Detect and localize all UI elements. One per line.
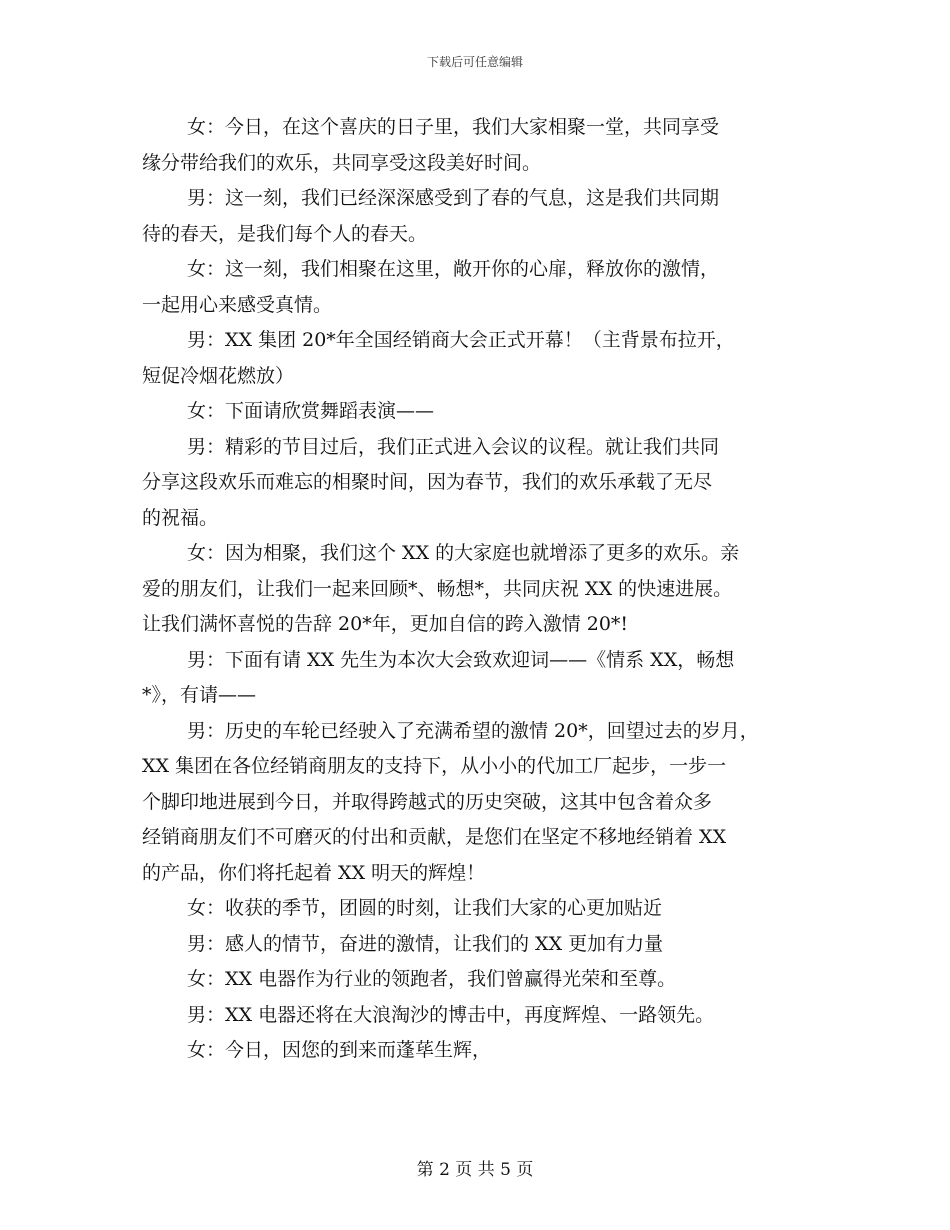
text-line: 让我们满怀喜悦的告辞 20*年，更加自信的跨入激情 20*! <box>142 613 629 635</box>
text-line: 个脚印地进展到今日，并取得跨越式的历史突破，这其中包含着众多 <box>142 790 713 813</box>
text-line: 爱的朋友们，让我们一起来回顾*、畅想*，共同庆祝 XX 的快速进展。 <box>142 577 733 600</box>
text-line: 的产品，你们将托起着 XX 明天的辉煌！ <box>142 861 486 884</box>
text-line: 女：XX 电器作为行业的领跑者，我们曾赢得光荣和至尊。 <box>187 968 677 990</box>
text-line: 经销商朋友们不可磨灭的付出和贡献，是您们在坚定不移地经销着 XX <box>142 826 727 848</box>
text-line: 分享这段欢乐而难忘的相聚时间，因为春节，我们的欢乐承载了无尽 <box>142 471 713 493</box>
text-line: 的祝福。 <box>142 506 219 529</box>
text-line: 男：感人的情节，奋进的激情，让我们的 XX 更加有力量 <box>187 932 664 955</box>
text-line: 女：今日，因您的到来而蓬荜生辉， <box>187 1039 492 1061</box>
text-line: 女：因为相聚，我们这个 XX 的大家庭也就增添了更多的欢乐。亲 <box>187 542 740 564</box>
text-line: 男：这一刻，我们已经深深感受到了春的气息，这是我们共同期 <box>187 187 720 209</box>
text-line: 男：XX 集团 20*年全国经销商大会正式开幕！（主背景布拉开， <box>187 329 735 351</box>
text-line: *》，有请—— <box>142 684 257 706</box>
text-line: 一起用心来感受真情。 <box>142 293 333 316</box>
document-body <box>142 110 827 1069</box>
text-line: 女：这一刻，我们相聚在这里，敞开你的心扉，释放你的激情， <box>187 258 720 280</box>
text-line: 女：下面请欣赏舞蹈表演—— <box>187 400 435 422</box>
page-number-footer: 第 2 页 共 5 页 <box>416 1160 534 1180</box>
text-line: 男：XX 电器还将在大浪淘沙的博击中，再度辉煌、一路领先。 <box>187 1003 715 1026</box>
text-line: XX 集团在各位经销商朋友的支持下，从小小的代加工厂起步，一步一 <box>142 755 727 777</box>
text-line: 男：历史的车轮已经驶入了充满希望的激情 20*，回望过去的岁月， <box>187 719 759 742</box>
text-line: 女：收获的季节，团圆的时刻，让我们大家的心更加贴近 <box>187 897 663 919</box>
text-line: 待的春天，是我们每个人的春天。 <box>142 222 428 245</box>
text-line: 短促冷烟花燃放） <box>142 364 295 387</box>
text-line: 女：今日，在这个喜庆的日子里，我们大家相聚一堂，共同享受 <box>187 116 720 138</box>
text-line: 男：下面有请 XX 先生为本次大会致欢迎词——《情系 XX，畅想 <box>187 648 735 671</box>
text-line: 男：精彩的节目过后，我们正式进入会议的议程。就让我们共同 <box>187 435 720 458</box>
text-line: 缘分带给我们的欢乐，共同享受这段美好时间。 <box>142 151 542 174</box>
page-header: 下载后可任意编辑 <box>426 55 523 69</box>
